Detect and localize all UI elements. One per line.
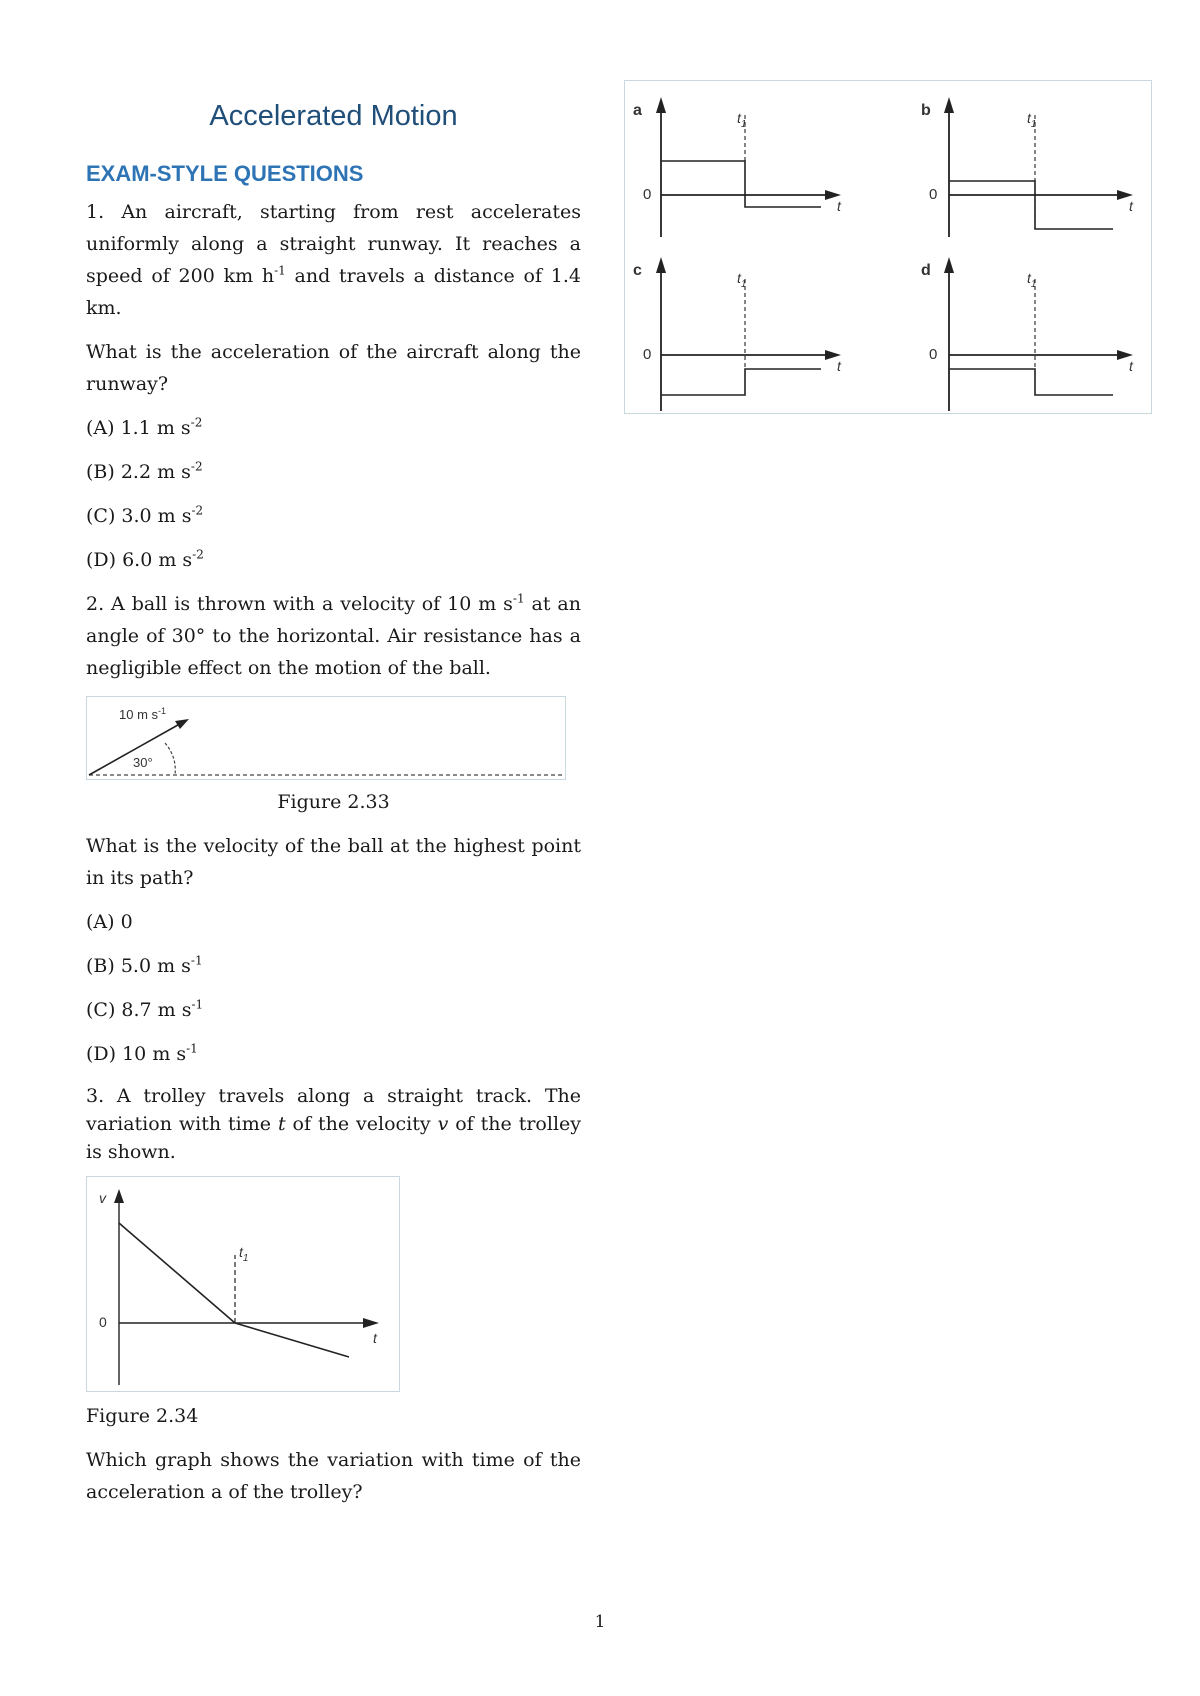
- question-3-text: 3. A trolley travels along a straight track. The variation with time t of the velocity v of the trolley is shown.: [86, 1085, 582, 1163]
- v-axis-arrow-icon: [114, 1189, 124, 1203]
- a-zero-label: 0: [643, 186, 652, 203]
- zero-label: 0: [99, 1314, 107, 1330]
- t-axis-arrow-icon: [363, 1318, 379, 1328]
- c-zero-label: 0: [643, 346, 652, 363]
- panel-letter-d: d: [921, 262, 931, 279]
- a-acceleration-line: [661, 161, 821, 207]
- q1-option-b: (B) 2.2 m $s^{-2}$: [86, 459, 203, 483]
- velocity-time-graph: [87, 1177, 399, 1391]
- acceleration-graphs: [625, 81, 1151, 413]
- t1-label: $t_1$: [239, 1244, 249, 1264]
- question-1-prompt: What is the acceleration of the aircraft along the runway?: [86, 341, 581, 395]
- d-acceleration-line: [949, 369, 1113, 395]
- a-t1-label: $t_1$: [737, 110, 747, 130]
- figure-2-33-caption: Figure 2.33: [277, 791, 390, 813]
- c-t-label: t: [837, 358, 841, 374]
- b-t1-label: $t_1$: [1027, 110, 1037, 130]
- panel-letter-a: a: [633, 102, 642, 119]
- panel-letter-c: c: [633, 262, 642, 279]
- q2-option-c: (C) 8.7 m $s^{-1}$: [86, 997, 204, 1021]
- angle-arc: [165, 743, 175, 775]
- c-t1-label: $t_1$: [737, 270, 747, 290]
- d-t1-label: $t_1$: [1027, 270, 1037, 290]
- angle-label: 30°: [133, 755, 153, 770]
- t-axis-label: t: [373, 1330, 377, 1346]
- page-number: 1: [594, 1612, 606, 1632]
- d-axis-arrow-icon: [944, 257, 954, 273]
- question-1-text: 1. An aircraft, starting from rest accelerates uniformly along a straight runway. It reaches a speed of 200 km $h^{-1}$ and travels a distance of 1.4 km.: [86, 201, 581, 319]
- velocity-line-1: [119, 1223, 235, 1323]
- section-heading: EXAM-STYLE QUESTIONS: [86, 161, 364, 186]
- figure-2-34-caption: Figure 2.34: [86, 1405, 199, 1427]
- figure-2-34: [86, 1176, 400, 1392]
- graph-panel-d: [921, 257, 1134, 411]
- page-title: Accelerated Motion: [209, 100, 458, 132]
- q1-option-d: (D) 6.0 m $s^{-2}$: [86, 547, 204, 571]
- b-zero-label: 0: [929, 186, 938, 203]
- left-column: [86, 96, 581, 1520]
- graph-panel-a: [633, 97, 842, 237]
- c-axis-arrow-icon: [656, 257, 666, 273]
- b-t-label: t: [1129, 198, 1133, 214]
- graph-panel-c: [633, 257, 842, 411]
- b-acceleration-line: [949, 181, 1113, 229]
- c-acceleration-line: [661, 369, 821, 395]
- q2-option-b: (B) 5.0 m $s^{-1}$: [86, 953, 203, 977]
- d-t-label: t: [1129, 358, 1133, 374]
- velocity-line-2: [235, 1323, 349, 1357]
- q1-option-a: (A) 1.1 m $s^{-2}$: [86, 415, 203, 439]
- a-t-label: t: [837, 198, 841, 214]
- projectile-diagram: [87, 697, 565, 779]
- q2-option-d: (D) 10 m $s^{-1}$: [86, 1041, 198, 1065]
- arrowhead-icon: [175, 719, 189, 729]
- b-axis-arrow-icon: [944, 97, 954, 113]
- v-axis-label: v: [99, 1190, 106, 1206]
- q1-option-c: (C) 3.0 m $s^{-2}$: [86, 503, 204, 527]
- question-3-prompt: Which graph shows the variation with time of the acceleration a of the trolley?: [86, 1449, 581, 1503]
- answer-graphs-panel: [624, 80, 1152, 414]
- velocity-label: 10 m $s^{-1}$: [119, 706, 167, 722]
- q2-option-a: (A) 0: [86, 911, 133, 933]
- question-2-prompt: What is the velocity of the ball at the highest point in its path?: [86, 835, 581, 889]
- question-2-text: 2. A ball is thrown with a velocity of 10 m $s^{-1}$ at an angle of 30° to the horizontal. Air resistance has a negligible effect on the motion of the ball.: [86, 591, 582, 679]
- a-axis-arrow-icon: [656, 97, 666, 113]
- d-zero-label: 0: [929, 346, 938, 363]
- panel-letter-b: b: [921, 102, 931, 119]
- graph-panel-b: [921, 97, 1134, 237]
- figure-2-33: [86, 696, 566, 780]
